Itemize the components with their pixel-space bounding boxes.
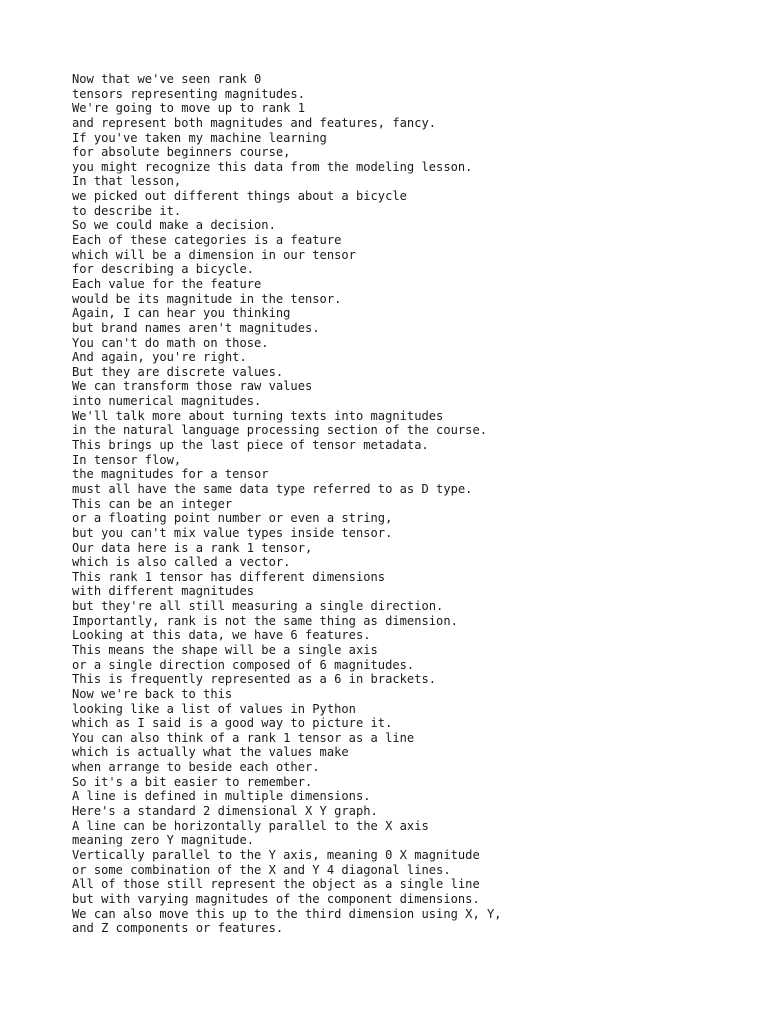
transcript-line: to describe it. [72,203,182,218]
transcript-line: And again, you're right. [72,350,247,365]
transcript-line: you might recognize this data from the modeling lesson. [72,159,473,174]
transcript-line: meaning zero Y magnitude. [72,833,255,848]
transcript-line: and Z components or features. [72,921,284,936]
transcript-line: but with varying magnitudes of the component dimensions. [72,891,480,906]
transcript-line: If you've taken my machine learning [72,130,327,145]
transcript-line: In tensor flow, [72,452,182,467]
transcript-line: All of those still represent the object as a single line [72,877,480,892]
transcript-line: You can also think of a rank 1 tensor as a line [72,730,415,745]
transcript-line: This is frequently represented as a 6 in brackets. [72,672,437,687]
transcript-line: Now we're back to this [72,686,233,701]
transcript-line: Looking at this data, we have 6 features. [72,628,371,643]
transcript-line: into numerical magnitudes. [72,394,262,409]
transcript-line: for describing a bicycle. [72,262,255,277]
transcript-line: we picked out different things about a bicycle [72,189,407,204]
transcript-line: So we could make a decision. [72,218,276,233]
transcript-line: We're going to move up to rank 1 [72,101,305,116]
transcript-line: for absolute beginners course, [72,145,291,160]
transcript-line: We'll talk more about turning texts into magnitudes [72,408,444,423]
transcript-line: the magnitudes for a tensor [72,467,269,482]
transcript-line: looking like a list of values in Python [72,701,356,716]
transcript-line: In that lesson, [72,174,182,189]
transcript-text [72,72,752,936]
transcript-line: must all have the same data type referred to as D type. [72,481,473,496]
transcript-line: and represent both magnitudes and features, fancy. [72,115,437,130]
transcript-line: This means the shape will be a single axis [72,642,378,657]
transcript-line: We can transform those raw values [72,379,313,394]
transcript-line: tensors representing magnitudes. [72,86,305,101]
transcript-line: Each of these categories is a feature [72,233,342,248]
transcript-line: Here's a standard 2 dimensional X Y graph. [72,804,378,819]
transcript-line: which will be a dimension in our tensor [72,247,356,262]
transcript-line: or a single direction composed of 6 magnitudes. [72,657,415,672]
transcript-line: So it's a bit easier to remember. [72,774,313,789]
transcript-line: We can also move this up to the third dimension using X, Y, [72,906,502,921]
transcript-line: but they're all still measuring a single direction. [72,599,444,614]
transcript-line: or some combination of the X and Y 4 diagonal lines. [72,862,451,877]
transcript-line: when arrange to beside each other. [72,760,320,775]
transcript-line: Importantly, rank is not the same thing as dimension. [72,613,458,628]
transcript-line: This brings up the last piece of tensor metadata. [72,438,429,453]
transcript-line: This can be an integer [72,496,233,511]
transcript-line: but brand names aren't magnitudes. [72,320,320,335]
transcript-line: You can't do math on those. [72,335,269,350]
transcript-line: Now that we've seen rank 0 [72,72,262,86]
transcript-line: A line is defined in multiple dimensions. [72,789,371,804]
transcript-line: Each value for the feature [72,276,262,291]
transcript-line: would be its magnitude in the tensor. [72,291,342,306]
transcript-line: A line can be horizontally parallel to the X axis [72,818,429,833]
transcript-line: or a floating point number or even a string, [72,511,393,526]
transcript-line: which as I said is a good way to picture it. [72,716,393,731]
transcript-line: This rank 1 tensor has different dimensions [72,569,386,584]
transcript-line: Again, I can hear you thinking [72,306,291,321]
transcript-line: which is actually what the values make [72,745,349,760]
transcript-line: in the natural language processing section of the course. [72,423,488,438]
transcript-line: which is also called a vector. [72,555,291,570]
transcript-line: with different magnitudes [72,584,255,599]
transcript-line: Vertically parallel to the Y axis, meaning 0 X magnitude [72,847,480,862]
transcript-line: But they are discrete values. [72,364,284,379]
transcript-line: Our data here is a rank 1 tensor, [72,540,313,555]
transcript-line: but you can't mix value types inside tensor. [72,525,393,540]
